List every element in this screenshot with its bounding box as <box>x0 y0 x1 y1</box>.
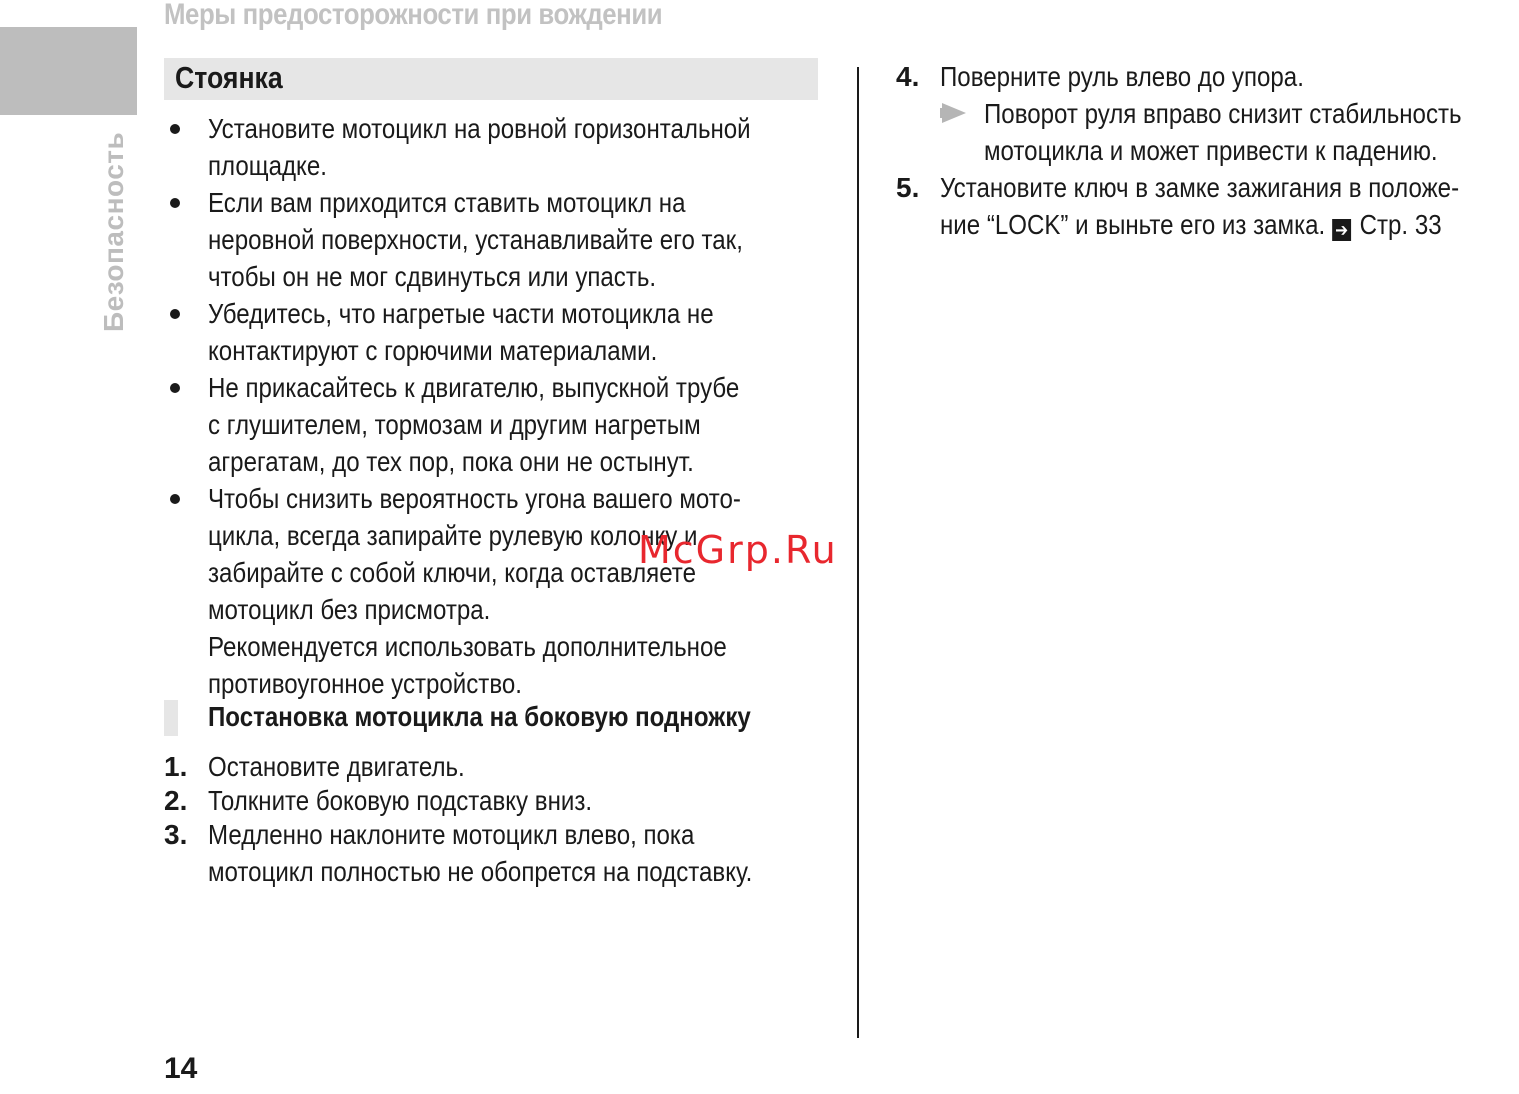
bullet-icon <box>170 198 180 208</box>
list-item-line: площадке. <box>208 150 327 181</box>
step-item <box>164 782 841 819</box>
watermark: McGrp.Ru <box>638 528 838 572</box>
step-number: 5. <box>896 172 920 203</box>
page-reference-link[interactable]: Стр. 33 <box>1359 209 1442 240</box>
list-item-line: мотоцикл без присмотра. <box>208 594 491 625</box>
warning-arrow-icon <box>942 103 966 123</box>
subsection-marker <box>164 700 178 736</box>
list-item-line: Рекомендуется использовать дополнительное <box>208 631 727 662</box>
steps-list <box>164 748 841 890</box>
chapter-label: Безопасность <box>98 131 129 332</box>
step-line: Остановите двигатель. <box>208 751 465 782</box>
step-line: Установите ключ в замке зажигания в положе- <box>940 172 1460 203</box>
page-reference-arrow-icon: ➔ <box>1332 219 1351 241</box>
page-number: 14 <box>164 1052 198 1085</box>
list-item-line: Убедитесь, что нагретые части мотоцикла не <box>208 298 714 329</box>
section-heading <box>164 58 818 100</box>
step-item <box>164 816 841 890</box>
section-title: Стоянка <box>175 60 283 95</box>
list-item-line: забирайте с собой ключи, когда оставляете <box>208 557 696 588</box>
note-line: Поворот руля вправо снизит стабильность <box>984 98 1462 129</box>
step-item <box>896 58 1519 95</box>
bullet-list <box>164 110 864 702</box>
list-item-line: противоугонное устройство. <box>208 668 522 699</box>
steps-list-right <box>896 58 1519 243</box>
list-item <box>164 110 864 184</box>
step-item <box>164 748 841 785</box>
subsection-title: Постановка мотоцикла на боковую подножку <box>208 701 751 732</box>
list-item-line: Не прикасайтесь к двигателю, выпускной трубе <box>208 372 740 403</box>
step-line <box>940 206 1459 243</box>
step-line: Поверните руль влево до упора. <box>940 61 1304 92</box>
list-item-line: с глушителем, тормозам и другим нагретым <box>208 409 701 440</box>
bullet-icon <box>170 383 180 393</box>
list-item-line: агрегатам, до тех пор, пока они не остынут. <box>208 446 694 477</box>
bullet-icon <box>170 494 180 504</box>
step-line: Толкните боковую подставку вниз. <box>208 785 593 816</box>
step-line-text: ние “LOCK” и выньте его из замка. <box>940 209 1326 240</box>
step-number: 3. <box>164 819 188 850</box>
list-item-line: неровной поверхности, устанавливайте его так, <box>208 224 743 255</box>
list-item <box>164 295 864 369</box>
chapter-tab <box>0 27 137 115</box>
column-divider <box>857 67 859 1038</box>
list-item <box>164 480 864 702</box>
step-item <box>896 169 1519 243</box>
list-item-line: Чтобы снизить вероятность угона вашего мото- <box>208 483 741 514</box>
list-item-line: контактируют с горючими материалами. <box>208 335 658 366</box>
list-item-line: цикла, всегда запирайте рулевую колонку и <box>208 520 698 551</box>
bullet-icon <box>170 309 180 319</box>
list-item <box>164 184 864 295</box>
list-item-line: Установите мотоцикл на ровной горизонтальной <box>208 113 751 144</box>
step-number: 2. <box>164 785 188 816</box>
list-item-line: чтобы он не мог сдвинуться или упасть. <box>208 261 657 292</box>
list-item-line: Если вам приходится ставить мотоцикл на <box>208 187 686 218</box>
step-number: 4. <box>896 61 920 92</box>
note-line: мотоцикла и может привести к падению. <box>984 135 1438 166</box>
step-number: 1. <box>164 751 188 782</box>
step-line: мотоцикл полностью не обопрется на подставку. <box>208 856 753 887</box>
bullet-icon <box>170 124 180 134</box>
page-header-title: Меры предосторожности при вождении <box>164 0 663 31</box>
step-line: Медленно наклоните мотоцикл влево, пока <box>208 819 695 850</box>
warning-note <box>896 95 1519 169</box>
list-item <box>164 369 864 480</box>
